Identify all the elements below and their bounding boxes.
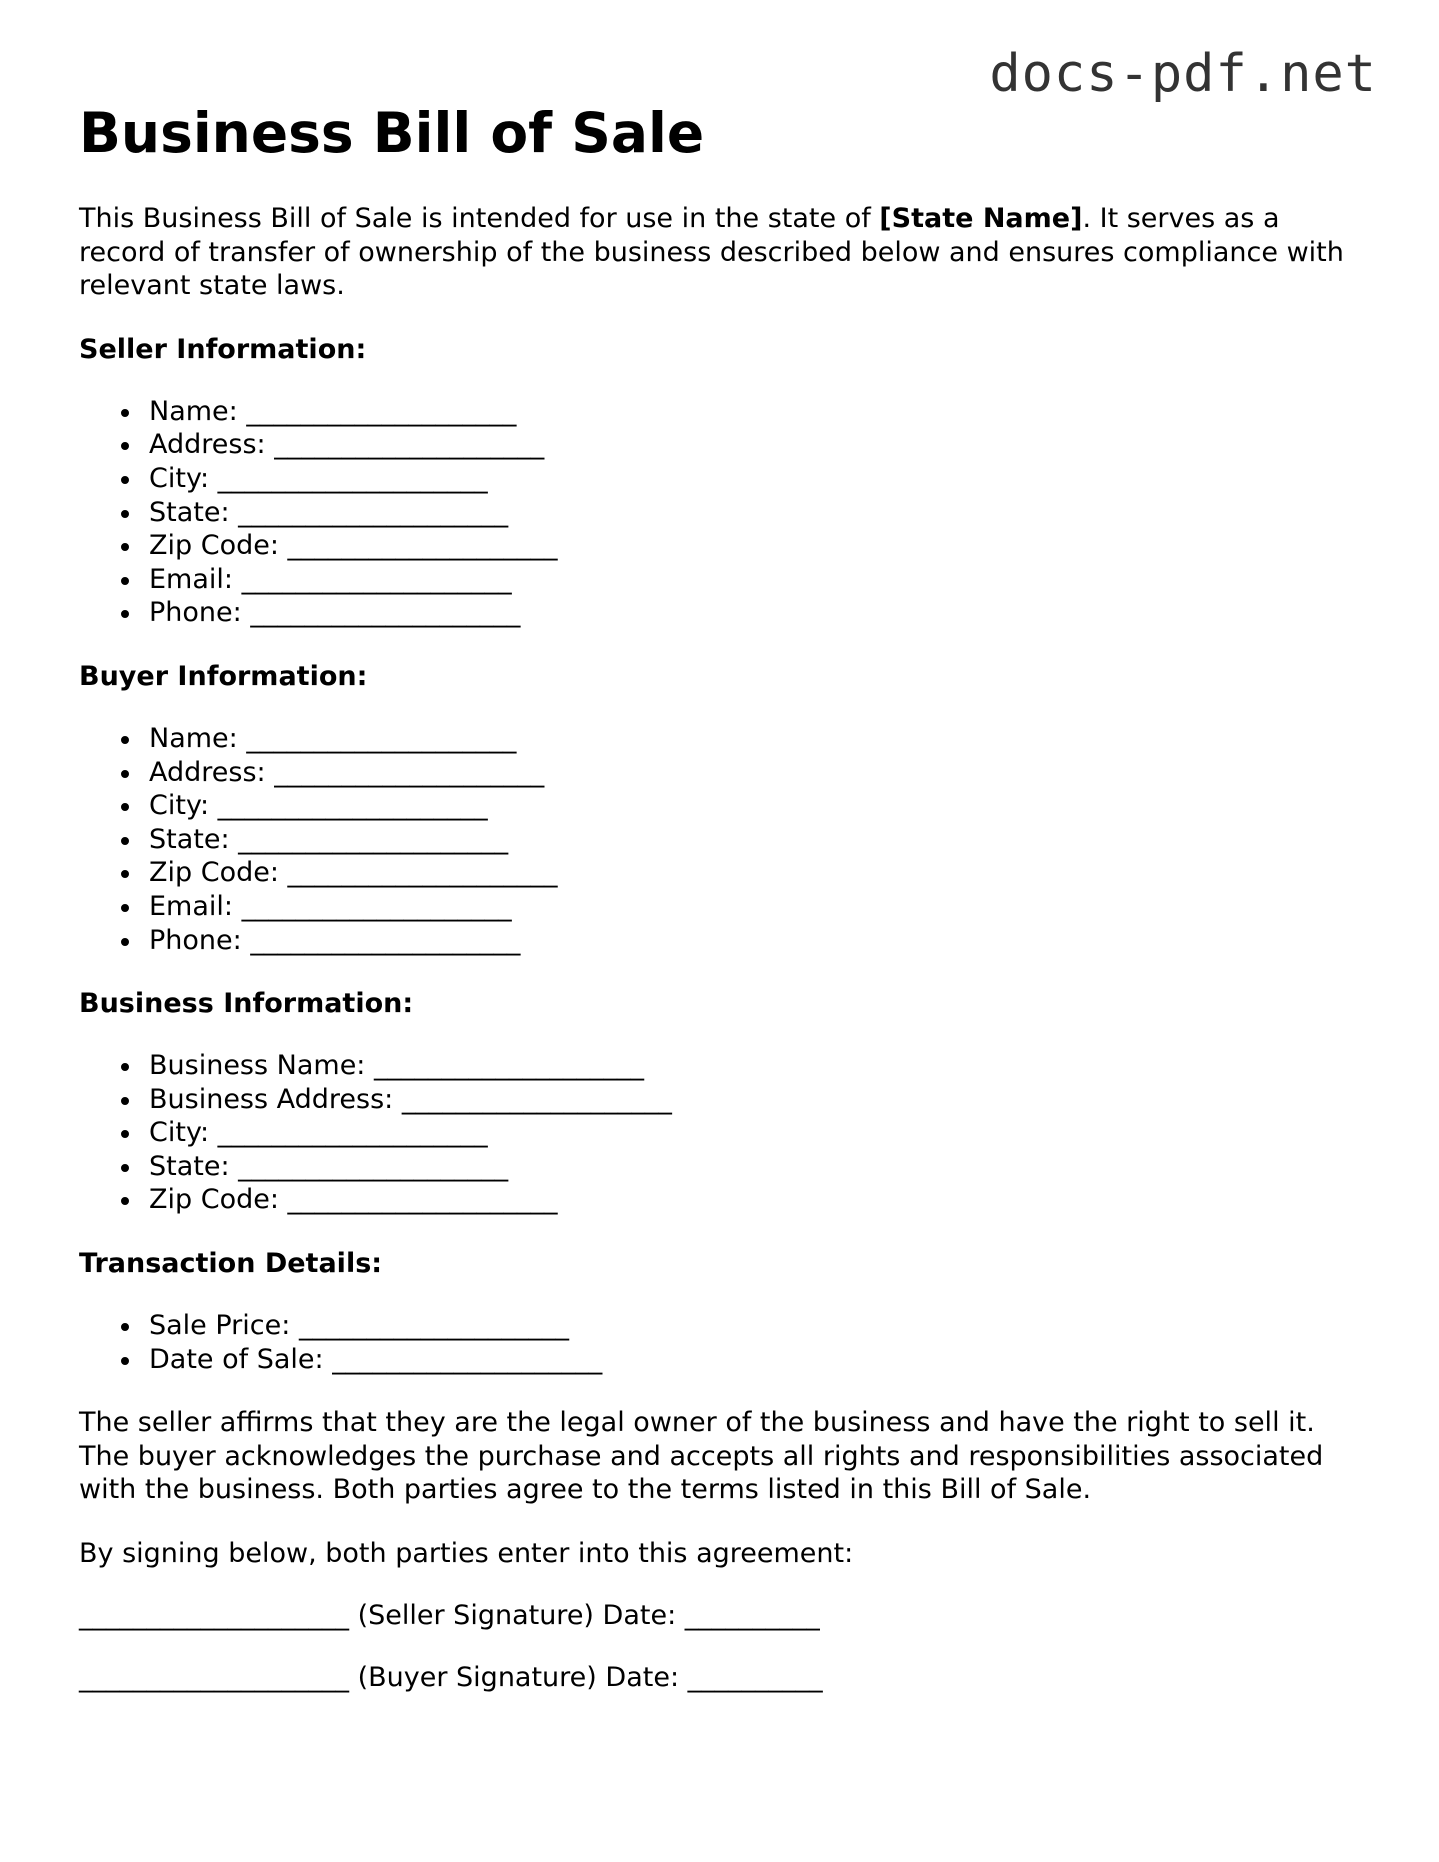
blank-line[interactable]: ____________________ — [217, 790, 488, 822]
seller-state-field — [149, 496, 1369, 530]
blank-line[interactable]: ____________________ — [274, 756, 545, 788]
field-label: Phone: — [149, 924, 242, 956]
field-label: Phone: — [149, 597, 242, 629]
buyer-address-field — [149, 756, 1369, 790]
blank-line[interactable]: ____________________ — [241, 890, 512, 922]
business-city-field — [149, 1116, 1369, 1150]
seller-signature-blank[interactable]: ____________________ — [79, 1599, 349, 1631]
signing-intro: By signing below, both parties enter into this agreement: — [79, 1538, 854, 1570]
buyer-state-field — [149, 823, 1369, 857]
seller-zip-field — [149, 529, 1369, 563]
blank-line[interactable]: ____________________ — [298, 1310, 569, 1342]
buyer-email-field — [149, 890, 1369, 924]
field-label: Zip Code: — [149, 530, 279, 562]
seller-section-heading: Seller Information: — [79, 333, 367, 365]
blank-line[interactable]: ____________________ — [332, 1343, 603, 1375]
seller-phone-field — [149, 596, 1369, 630]
blank-line[interactable]: ____________________ — [250, 597, 521, 629]
intro-text-after: . It serves as a record of transfer of ownership of the business described below and ensures compliance with relevant state laws. — [79, 203, 1344, 302]
field-label: Zip Code: — [149, 857, 279, 889]
business-address-field — [149, 1083, 1369, 1117]
seller-signature-line — [79, 1599, 1369, 1633]
business-zip-field — [149, 1183, 1369, 1217]
intro-paragraph — [79, 202, 1369, 303]
buyer-field-list — [79, 722, 1369, 957]
blank-line[interactable]: ____________________ — [238, 496, 509, 528]
blank-line[interactable]: ____________________ — [246, 395, 517, 427]
buyer-zip-field — [149, 856, 1369, 890]
buyer-section-heading: Buyer Information: — [79, 660, 368, 692]
blank-line[interactable]: ____________________ — [238, 1150, 509, 1182]
buyer-date-blank[interactable]: __________ — [687, 1661, 823, 1693]
field-label: City: — [149, 462, 210, 494]
field-label: City: — [149, 1117, 210, 1149]
blank-line[interactable]: ____________________ — [217, 1117, 488, 1149]
seller-name-field — [149, 395, 1369, 429]
watermark: docs-pdf.net — [989, 44, 1377, 104]
blank-line[interactable]: ____________________ — [287, 530, 558, 562]
buyer-city-field — [149, 789, 1369, 823]
buyer-signature-blank[interactable]: ____________________ — [79, 1661, 349, 1693]
field-label: State: — [149, 823, 230, 855]
blank-line[interactable]: ____________________ — [246, 722, 517, 754]
field-label: Email: — [149, 890, 234, 922]
blank-line[interactable]: ____________________ — [250, 924, 521, 956]
field-label: Name: — [149, 722, 238, 754]
business-name-field — [149, 1049, 1369, 1083]
transaction-field-list — [79, 1309, 1369, 1376]
buyer-name-field — [149, 722, 1369, 756]
buyer-phone-field — [149, 924, 1369, 958]
seller-address-field — [149, 428, 1369, 462]
business-state-field — [149, 1150, 1369, 1184]
blank-line[interactable]: ____________________ — [241, 563, 512, 595]
sale-price-field — [149, 1309, 1369, 1343]
buyer-signature-line — [79, 1661, 1369, 1695]
intro-text-before: This Business Bill of Sale is intended for use in the state of — [79, 203, 880, 234]
seller-date-blank[interactable]: __________ — [684, 1599, 820, 1631]
field-label: Sale Price: — [149, 1310, 291, 1342]
seller-signature-label: (Seller Signature) Date: — [357, 1599, 677, 1631]
blank-line[interactable]: ____________________ — [287, 1184, 558, 1216]
field-label: State: — [149, 1150, 230, 1182]
buyer-signature-label: (Buyer Signature) Date: — [357, 1661, 680, 1693]
field-label: Business Name: — [149, 1050, 366, 1082]
blank-line[interactable]: ____________________ — [287, 857, 558, 889]
blank-line[interactable]: ____________________ — [274, 429, 545, 461]
field-label: Address: — [149, 429, 266, 461]
field-label: Address: — [149, 756, 266, 788]
document-page — [79, 98, 1369, 1695]
field-label: Zip Code: — [149, 1184, 279, 1216]
seller-email-field — [149, 563, 1369, 597]
field-label: Name: — [149, 395, 238, 427]
blank-line[interactable]: ____________________ — [374, 1050, 644, 1082]
blank-line[interactable]: ____________________ — [238, 823, 509, 855]
business-section-heading: Business Information: — [79, 988, 414, 1020]
blank-line[interactable]: ____________________ — [401, 1083, 672, 1115]
page-title: Business Bill of Sale — [79, 101, 705, 165]
state-name-placeholder: [State Name] — [879, 203, 1083, 234]
affirmation-paragraph: The seller affirms that they are the legal owner of the business and have the right to sell it. The buyer acknowledges the purchase and accepts all rights and responsibilities associated with the business. Both parties agree to the terms listed in this Bill of Sale. — [79, 1407, 1324, 1506]
field-label: City: — [149, 790, 210, 822]
seller-field-list — [79, 395, 1369, 630]
business-field-list — [79, 1049, 1369, 1217]
seller-city-field — [149, 462, 1369, 496]
field-label: State: — [149, 496, 230, 528]
field-label: Email: — [149, 563, 234, 595]
field-label: Business Address: — [149, 1083, 394, 1115]
transaction-section-heading: Transaction Details: — [79, 1248, 383, 1280]
blank-line[interactable]: ____________________ — [217, 462, 488, 494]
field-label: Date of Sale: — [149, 1343, 324, 1375]
sale-date-field — [149, 1343, 1369, 1377]
